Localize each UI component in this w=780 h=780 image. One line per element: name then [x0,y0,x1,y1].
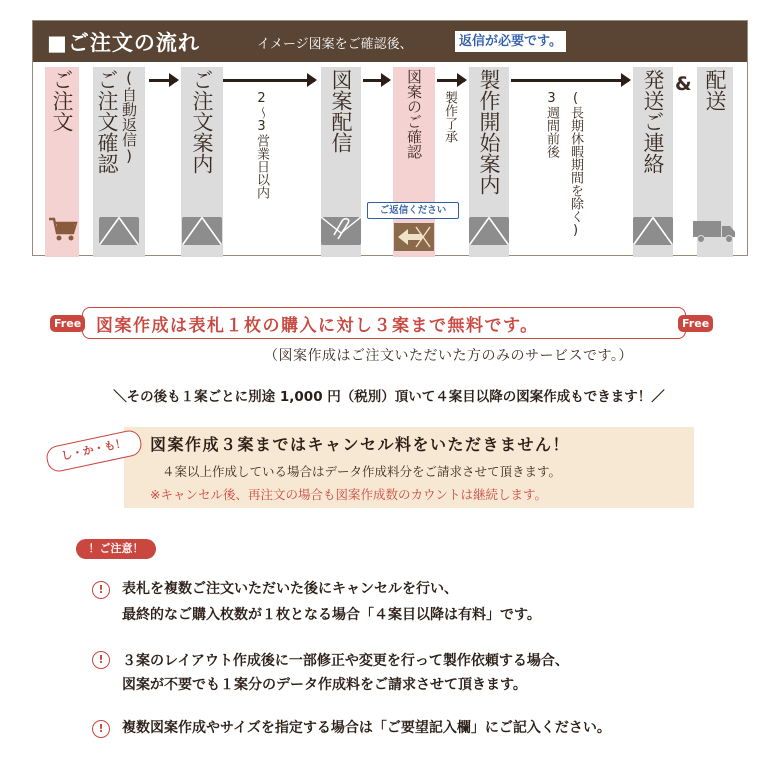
flow-header [33,21,747,62]
flow-subtitle: イメージ図案をご確認後、 [257,37,413,52]
flow-arrow [223,79,315,82]
step-order [45,67,79,257]
mail-icon [469,217,509,245]
truck-icon [693,219,737,245]
flow-title: ■ご注文の流れ [47,31,200,55]
step-design-check-label: 図案のご確認 [405,69,423,159]
step-design-check [393,67,435,257]
caution-badge: ！ご注意！ [76,539,156,559]
cart-icon [48,215,78,243]
moreover-badge: し・か・も！ [44,428,143,473]
step-auto-confirm-paren: (自動返信) [120,69,138,165]
caution-note-2-line2: 図案が不要でも１案分のデータ作成料をご請求させて頂きます。 [122,677,527,693]
cancel-policy-title: 図案作成３案まではキャンセル料をいただきません！ [150,435,571,454]
step-delivery [697,67,733,257]
approval-label: 製作了承 [442,91,457,143]
step-order-guide-label: ご注文案内 [190,69,214,174]
lead-time-3-weeks: 3週間前後 [544,91,559,158]
free-badge-right: Free [678,315,713,332]
free-offer-note: （図案作成はご注文いただいた方のみのサービスです。） [264,348,633,364]
extra-design-fee: ＼その後も１案ごとに別途 1,000 円（税別）頂いて４案目以降の図案作成もできます！／ [113,389,665,405]
caution-note-3-line1: 複数図案作成やサイズを指定する場合は「ご要望記入欄」にご記入ください。 [122,720,611,736]
caution-note-1-line1: 表札を複数ご注文いただいた後にキャンセルを行い、 [122,581,458,597]
flow-highlight: 返信が必要です。 [455,31,566,52]
flow-arrow [149,79,177,82]
step-auto-confirm-label: ご注文確認 [95,69,119,174]
free-badge-left: Free [50,315,85,332]
flow-arrow [437,79,465,82]
mail-icon [633,217,673,245]
mail-icon [182,217,222,245]
flow-arrow [363,79,389,82]
step-ship-notice [633,67,673,257]
cancel-policy-line2: ※キャンセル後、再注文の場合も図案作成数のカウントは継続します。 [150,487,547,502]
step-auto-confirm [93,67,145,257]
paperclip-icon [321,217,361,245]
cancel-policy-line1: ４案以上作成している場合はデータ作成料分をご請求させて頂きます。 [162,464,562,479]
step-order-guide [181,67,223,257]
step-design-send [321,67,361,257]
caution-icon: ! [92,581,110,599]
step-order-label: ご注文 [50,69,74,132]
step-delivery-label: 配送 [703,69,727,111]
holiday-exclusion-note: (長期休暇期間を除く) [568,91,583,238]
step-ship-notice-label: 発送ご連絡 [641,69,665,174]
caution-note-1-line2: 最終的なご購入枚数が１枚となる場合「４案目以降は有料」です。 [122,607,541,623]
caution-note-2-line1: ３案のレイアウト作成後に一部修正や変更を行って製作依頼する場合、 [122,653,569,669]
caution-icon: ! [92,720,110,738]
lead-time-2-3-days: 2〜3営業日以内 [254,91,269,199]
free-offer-text: 図案作成は表札１枚の購入に対し３案まで無料です。 [96,316,539,336]
ampersand: & [675,73,692,95]
mail-icon [99,217,139,245]
step-production-start-label: 製作開始案内 [477,69,501,195]
step-design-send-label: 図案配信 [329,69,353,153]
reply-required-label: ご返信ください [367,202,459,219]
order-flow-panel [32,20,748,256]
caution-icon: ! [92,651,110,669]
reply-icon[interactable] [394,223,434,251]
step-production-start [469,67,509,257]
flow-arrow [511,79,629,82]
